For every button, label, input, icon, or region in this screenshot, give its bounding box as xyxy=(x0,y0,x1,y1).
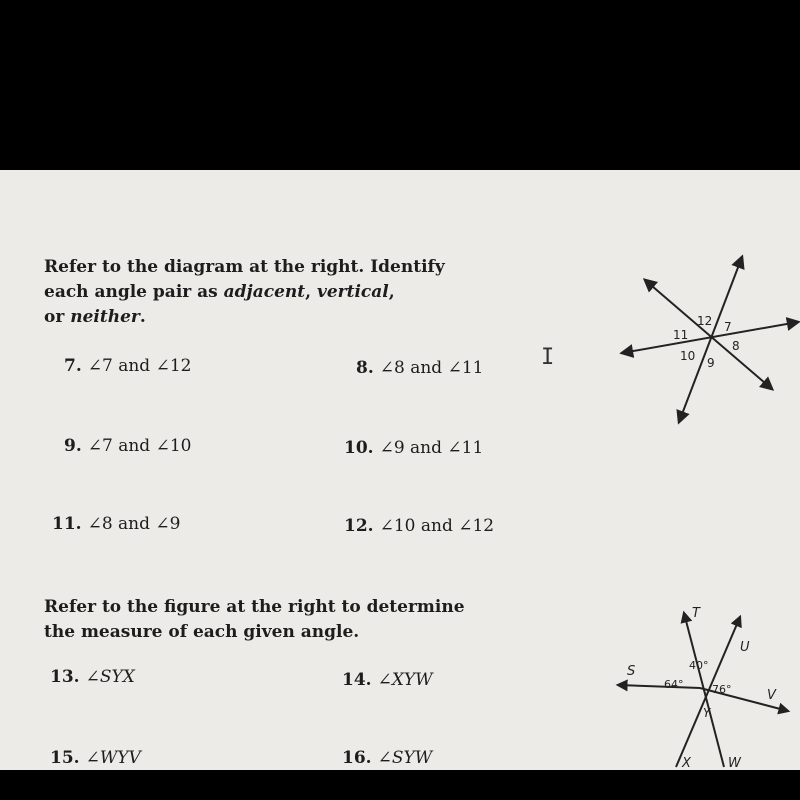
instruction-text: or xyxy=(44,307,71,327)
problem-number: 14. xyxy=(342,670,372,690)
problem-11 xyxy=(52,514,180,534)
problem-text: ∠8 and ∠9 xyxy=(87,514,181,534)
instruction-text: each angle pair as xyxy=(44,282,224,302)
term-neither: neither xyxy=(70,307,140,327)
section1-instruction-line2 xyxy=(44,280,445,305)
angle-label-11: 11 xyxy=(673,328,689,342)
problem-text: ∠XYW xyxy=(377,670,433,690)
problem-text: ∠SYW xyxy=(377,748,433,768)
point-label-u: U xyxy=(740,640,750,655)
problem-16 xyxy=(342,748,432,768)
problem-text: ∠10 and ∠12 xyxy=(379,516,495,536)
problem-number: 7. xyxy=(64,356,82,376)
problem-7 xyxy=(64,356,191,376)
point-label-s: S xyxy=(627,664,636,679)
section1-instruction-line1: Refer to the diagram at the right. Identify xyxy=(44,257,445,277)
separator: , xyxy=(305,282,317,302)
problem-number: 16. xyxy=(342,748,372,768)
problem-text: ∠WYV xyxy=(85,748,141,768)
problem-14 xyxy=(342,670,433,690)
angle-label-9: 9 xyxy=(707,356,715,370)
angle-label-12: 12 xyxy=(697,314,713,328)
problem-number: 9. xyxy=(64,436,82,456)
point-label-x: X xyxy=(682,756,691,770)
problem-number: 10. xyxy=(344,438,374,458)
problem-15 xyxy=(50,748,141,768)
angle-label-10: 10 xyxy=(680,349,696,363)
angle-measure-76: 76° xyxy=(712,683,732,696)
angle-measure-40: 40° xyxy=(689,659,709,672)
angle-measure-figure xyxy=(600,605,800,770)
problem-8 xyxy=(356,358,483,378)
text-cursor-icon: I xyxy=(541,345,555,370)
problem-9 xyxy=(64,436,191,456)
separator: , xyxy=(388,282,395,302)
problem-text: ∠9 and ∠11 xyxy=(379,438,484,458)
period: . xyxy=(139,307,146,327)
problem-number: 15. xyxy=(50,748,80,768)
section1-instruction-line3 xyxy=(44,305,445,330)
angle-label-8: 8 xyxy=(732,339,740,353)
angle-diagram xyxy=(600,240,800,430)
section1-instructions xyxy=(44,255,445,330)
point-label-v: V xyxy=(767,688,776,703)
problem-10 xyxy=(344,438,483,458)
problem-text: ∠7 and ∠10 xyxy=(87,436,192,456)
point-label-t: T xyxy=(692,606,700,621)
problem-13 xyxy=(50,667,135,687)
problem-text: ∠SYX xyxy=(85,667,135,687)
section2-instructions xyxy=(44,595,465,645)
problem-text: ∠7 and ∠12 xyxy=(87,356,192,376)
term-adjacent: adjacent xyxy=(223,282,306,302)
point-label-w: W xyxy=(728,756,741,770)
worksheet-page xyxy=(0,170,800,770)
problem-number: 13. xyxy=(50,667,80,687)
section2-instruction-line2: the measure of each given angle. xyxy=(44,622,360,642)
problem-number: 11. xyxy=(52,514,82,534)
angle-measure-64: 64° xyxy=(664,678,684,691)
problem-number: 8. xyxy=(356,358,374,378)
problem-12 xyxy=(344,516,494,536)
line-diagonal xyxy=(645,280,772,389)
point-label-y: Y xyxy=(703,706,711,720)
section2-instruction-line1: Refer to the figure at the right to determine xyxy=(44,597,465,617)
term-vertical: vertical xyxy=(316,282,389,302)
problem-text: ∠8 and ∠11 xyxy=(379,358,484,378)
ray-ys xyxy=(618,685,700,688)
problem-number: 12. xyxy=(344,516,374,536)
angle-label-7: 7 xyxy=(724,320,732,334)
